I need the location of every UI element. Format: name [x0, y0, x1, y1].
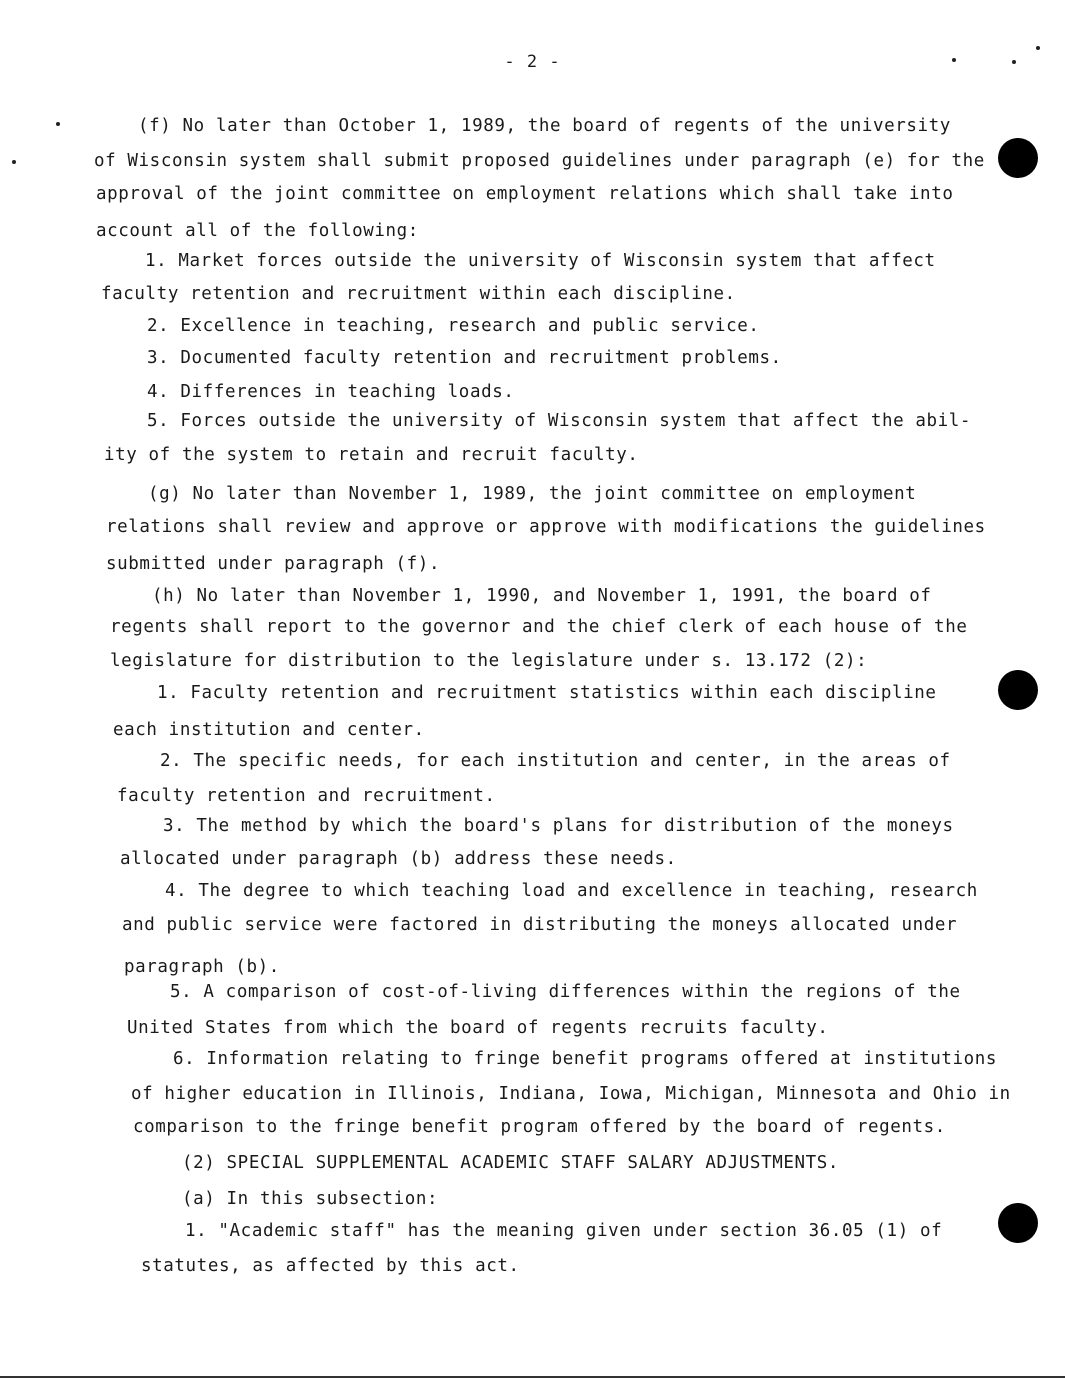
subsection-2a: (a) In this subsection: — [182, 1189, 439, 1209]
punch-hole — [998, 670, 1038, 710]
item-f5-line-1: 5. Forces outside the university of Wisconsin system that affect the abil- — [147, 411, 972, 431]
item-2a1-line-2: statutes, as affected by this act. — [141, 1256, 520, 1276]
paragraph-h-line-2: regents shall report to the governor and the chief clerk of each house of the — [110, 617, 968, 637]
item-h6-line-1: 6. Information relating to fringe benefit programs offered at institutions — [173, 1049, 998, 1069]
item-h4-line-1: 4. The degree to which teaching load and excellence in teaching, research — [165, 881, 978, 901]
punch-hole — [998, 1203, 1038, 1243]
item-h5-line-2: United States from which the board of regents recruits faculty. — [127, 1018, 829, 1038]
paragraph-f-line-3: approval of the joint committee on employment relations which shall take into — [96, 184, 954, 204]
page-number: - 2 - — [504, 52, 561, 72]
paragraph-f-line-4: account all of the following: — [96, 221, 419, 241]
paragraph-g-line-1: (g) No later than November 1, 1989, the joint committee on employment — [148, 484, 917, 504]
punch-hole — [998, 138, 1038, 178]
item-h3-line-2: allocated under paragraph (b) address these needs. — [120, 849, 677, 869]
item-f1-line-2: faculty retention and recruitment within each discipline. — [101, 284, 736, 304]
paragraph-h-line-1: (h) No later than November 1, 1990, and November 1, 1991, the board of — [152, 586, 932, 606]
item-f1-line-1: 1. Market forces outside the university of Wisconsin system that affect — [145, 251, 936, 271]
item-h4-line-3: paragraph (b). — [124, 957, 280, 977]
page-bottom-edge — [0, 1376, 1065, 1378]
paragraph-f-line-1: (f) No later than October 1, 1989, the board of regents of the university — [138, 116, 951, 136]
item-h4-line-2: and public service were factored in distributing the moneys allocated under — [122, 915, 958, 935]
item-h3-line-1: 3. The method by which the board's plans for distribution of the moneys — [163, 816, 954, 836]
scan-speck — [1012, 60, 1016, 64]
paragraph-f-line-2: of Wisconsin system shall submit proposed guidelines under paragraph (e) for the — [94, 151, 985, 171]
item-h1-line-2: each institution and center. — [113, 720, 425, 740]
item-h6-line-2: of higher education in Illinois, Indiana, Iowa, Michigan, Minnesota and Ohio in — [131, 1084, 1011, 1104]
paragraph-g-line-3: submitted under paragraph (f). — [106, 554, 441, 574]
scan-speck — [12, 160, 16, 164]
item-h2-line-2: faculty retention and recruitment. — [117, 786, 496, 806]
item-f5-line-2: ity of the system to retain and recruit faculty. — [104, 445, 639, 465]
item-f4: 4. Differences in teaching loads. — [147, 382, 515, 402]
item-2a1-line-1: 1. "Academic staff" has the meaning given under section 36.05 (1) of — [185, 1221, 943, 1241]
item-h2-line-1: 2. The specific needs, for each institution and center, in the areas of — [160, 751, 951, 771]
scan-speck — [1036, 46, 1040, 50]
item-f2: 2. Excellence in teaching, research and public service. — [147, 316, 760, 336]
scan-speck — [56, 122, 60, 126]
item-h5-line-1: 5. A comparison of cost-of-living differences within the regions of the — [170, 982, 961, 1002]
scan-speck — [952, 58, 956, 62]
subsection-2-heading: (2) SPECIAL SUPPLEMENTAL ACADEMIC STAFF SALARY ADJUSTMENTS. — [182, 1153, 840, 1173]
item-h1-line-1: 1. Faculty retention and recruitment statistics within each discipline — [157, 683, 937, 703]
paragraph-g-line-2: relations shall review and approve or approve with modifications the guidelines — [106, 517, 986, 537]
item-f3: 3. Documented faculty retention and recruitment problems. — [147, 348, 782, 368]
paragraph-h-line-3: legislature for distribution to the legislature under s. 13.172 (2): — [110, 651, 868, 671]
item-h6-line-3: comparison to the fringe benefit program offered by the board of regents. — [133, 1117, 946, 1137]
